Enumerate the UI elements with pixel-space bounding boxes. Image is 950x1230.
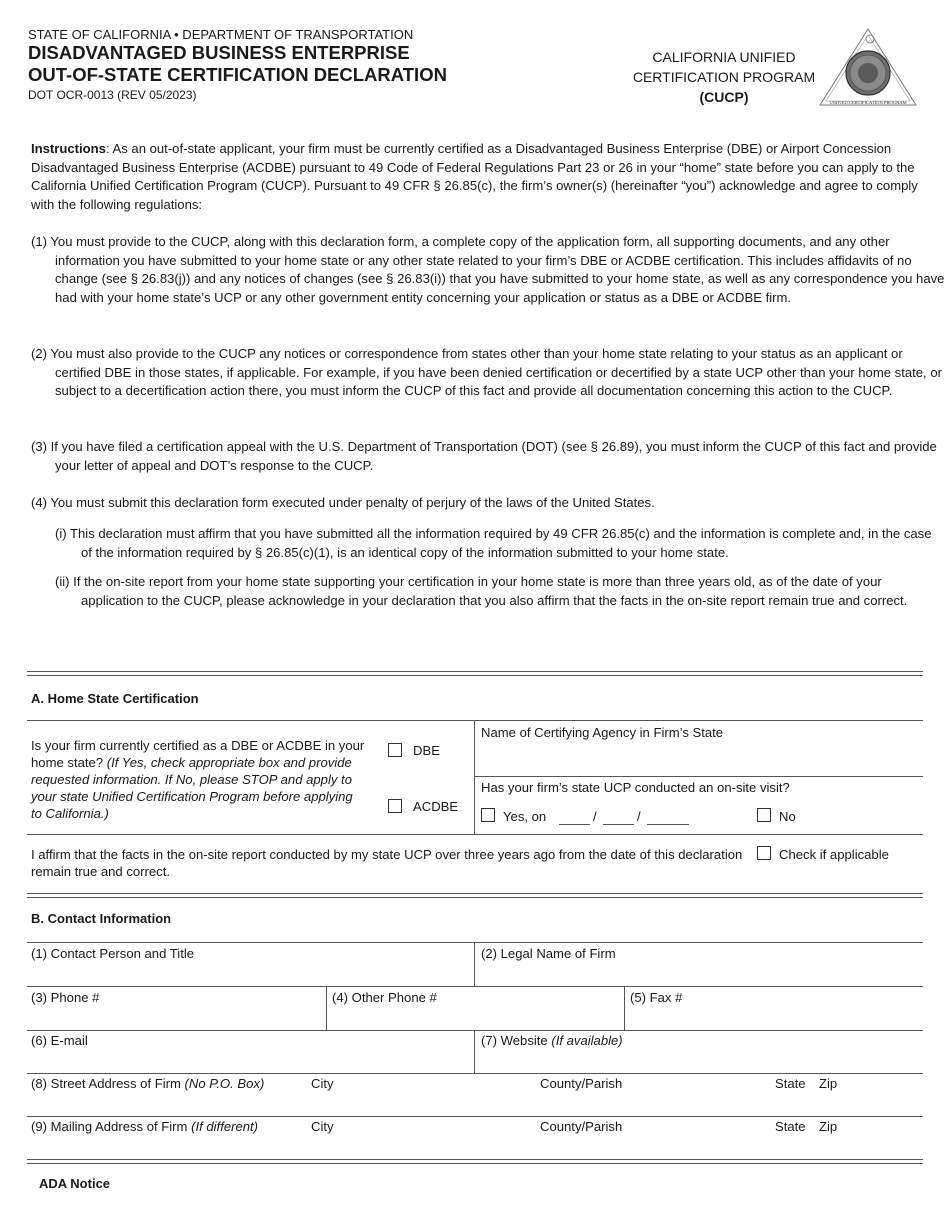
acdbe-label: ACDBE <box>413 799 459 814</box>
row3-vdivider <box>474 1030 475 1073</box>
date-separator: / <box>593 809 597 824</box>
row2-vdivider-1 <box>326 986 327 1030</box>
certified-question: Is your firm currently certified as a DBE or ACDBE in your home state? (If Yes, check appropriate box and provide requested information. If No, please STOP and apply to your state Unified Certification Program before applying to California.) <box>31 738 365 821</box>
certifying-agency-input[interactable] <box>476 741 922 775</box>
instruction-item-1: (1) You must provide to the CUCP, along with this declaration form, a complete copy of the application form, all supporting documents, and any other information you have submitted to your home state or any other state related to your firm’s DBE or ACDBE certification. This includes affidavits of no change (see § 26.83(j)) and any notices of changes (see § 26.83(i)) that you have submitted to your home state, as well as any correspondence you have had with your home state’s UCP or any other government entity concerning your application or status as a DBE or ACDBE firm. <box>31 234 945 305</box>
row1-vdivider <box>474 942 475 986</box>
dbe-label: DBE <box>413 743 440 758</box>
onsite-yes-checkbox[interactable] <box>481 808 495 822</box>
instructions-paragraph <box>31 140 923 214</box>
form-number: DOT OCR-0013 (REV 05/2023) <box>28 88 197 102</box>
mailing-address-label: (9) Mailing Address of Firm (If different) <box>31 1119 259 1134</box>
affirm-text: I affirm that the facts in the on-site report conducted by my state UCP over three years ago from the date of this declaration remain true and correct. <box>31 847 743 879</box>
onsite-day-input[interactable] <box>603 824 634 825</box>
website-input[interactable] <box>476 1049 922 1072</box>
street-county-label: County/Parish <box>540 1076 623 1091</box>
website-label: (7) Website (If available) <box>481 1033 623 1048</box>
fax-input[interactable] <box>626 1006 922 1029</box>
legal-name-input[interactable] <box>476 962 922 985</box>
row4-rule <box>27 1116 923 1117</box>
section-a-rule <box>27 720 923 721</box>
instruction-item-4: (4) You must submit this declaration form executed under penalty of perjury of the laws of the United States. <box>31 495 655 510</box>
affirm-checkbox-label: Check if applicable <box>779 847 889 862</box>
street-address-input[interactable] <box>29 1092 922 1115</box>
legal-name-label: (2) Legal Name of Firm <box>481 946 616 961</box>
program-line2: CERTIFICATION PROGRAM <box>632 69 816 85</box>
email-label: (6) E-mail <box>31 1033 88 1048</box>
affirm-rule <box>27 834 923 835</box>
onsite-yes-label: Yes, on <box>503 809 547 824</box>
ada-notice-heading: ADA Notice <box>39 1176 111 1191</box>
program-line1: CALIFORNIA UNIFIED <box>652 49 796 65</box>
dbe-checkbox[interactable] <box>388 743 402 757</box>
row1-rule <box>27 986 923 987</box>
row2-rule <box>27 1030 923 1031</box>
acdbe-checkbox[interactable] <box>388 799 402 813</box>
onsite-year-input[interactable] <box>647 824 689 825</box>
date-separator: / <box>637 809 641 824</box>
instruction-item-2: (2) You must also provide to the CUCP any notices or correspondence from states other than your home state relating to your status as an applicant or certified DBE in those states, if applicable. For example, if you have been denied certification or decertified by a state UCP other than your home state, or subject to a decertification action there, you must inform the CUCP of this fact and provide all documentation concerning this action to the CUCP. <box>31 346 942 398</box>
onsite-question: Has your firm’s state UCP conducted an on-site visit? <box>481 780 790 795</box>
onsite-no-label: No <box>779 809 796 824</box>
phone-label: (3) Phone # <box>31 990 100 1005</box>
contact-person-input[interactable] <box>29 962 471 985</box>
section-a-divider <box>27 671 923 676</box>
agency-line: STATE OF CALIFORNIA • DEPARTMENT OF TRANSPORTATION <box>28 27 414 42</box>
mailing-county-label: County/Parish <box>540 1119 623 1134</box>
street-address-label: (8) Street Address of Firm (No P.O. Box) <box>31 1076 265 1091</box>
mailing-zip-label: Zip <box>819 1119 838 1134</box>
contact-person-label: (1) Contact Person and Title <box>31 946 195 961</box>
other-phone-label: (4) Other Phone # <box>332 990 437 1005</box>
onsite-no-checkbox[interactable] <box>757 808 771 822</box>
section-b-heading: B. Contact Information <box>31 911 172 926</box>
agency-rule <box>474 776 923 777</box>
mailing-city-label: City <box>311 1119 334 1134</box>
program-abbr: (CUCP) <box>699 89 749 105</box>
phone-input[interactable] <box>29 1006 323 1029</box>
instruction-item-4i: (i) This declaration must affirm that you have submitted all the information required by 49 CFR 26.85(c) and the information is complete and, in the case of the information required by § 26.85(c)(1), is an identical copy of the information submitted to your home state. <box>55 526 932 560</box>
section-a-vdivider <box>474 720 475 834</box>
svg-text:UNIFIED CERTIFICATION PROGRAM: UNIFIED CERTIFICATION PROGRAM <box>829 100 907 105</box>
cucp-seal-logo <box>818 27 918 107</box>
onsite-month-input[interactable] <box>559 824 590 825</box>
row3-rule <box>27 1073 923 1074</box>
instructions-text: : As an out-of-state applicant, your firm must be currently certified as a Disadvantaged Business Enterprise (DBE) or Airport Concession Disadvantaged Business Enterprise (ACDBE) pursuant to 49 Code of Federal Regulations Part 23 or 26 in your “home” state before you can apply to the California Unified Certification Program (CUCP). Pursuant to 49 CFR § 26.85(c), the firm’s owner(s) (hereinafter “you”) acknowledge and agree to comply with the following regulations: <box>31 141 918 212</box>
street-city-label: City <box>311 1076 334 1091</box>
instructions-lead: Instructions <box>31 141 106 156</box>
instruction-item-4ii: (ii) If the on-site report from your home state supporting your certification in your home state is more than three years old, as of the date of your application to the CUCP, please acknowledge in your declaration that you also affirm that the facts in the on-site report remain true and correct. <box>55 574 908 608</box>
street-zip-label: Zip <box>819 1076 838 1091</box>
email-input[interactable] <box>29 1049 471 1072</box>
section-a-heading: A. Home State Certification <box>31 691 199 706</box>
row2-vdivider-2 <box>624 986 625 1030</box>
affirm-checkbox[interactable] <box>757 846 771 860</box>
street-state-label: State <box>775 1076 806 1091</box>
certifying-agency-label: Name of Certifying Agency in Firm’s State <box>481 725 724 740</box>
form-title <box>28 42 447 86</box>
mailing-state-label: State <box>775 1119 806 1134</box>
section-b-rule <box>27 942 923 943</box>
mailing-address-input[interactable] <box>29 1135 922 1158</box>
form-title-line1: DISADVANTAGED BUSINESS ENTERPRISE <box>28 42 410 63</box>
other-phone-input[interactable] <box>328 1006 622 1029</box>
instruction-item-3: (3) If you have filed a certification appeal with the U.S. Department of Transportation (DOT) (see § 26.89), you must inform the CUCP of this fact and provide your letter of appeal and DOT’s response to the CUCP. <box>31 439 937 473</box>
program-name <box>622 47 826 107</box>
ada-divider <box>27 1159 923 1164</box>
fax-label: (5) Fax # <box>630 990 683 1005</box>
section-b-divider <box>27 893 923 898</box>
form-title-line2: OUT-OF-STATE CERTIFICATION DECLARATION <box>28 64 447 85</box>
